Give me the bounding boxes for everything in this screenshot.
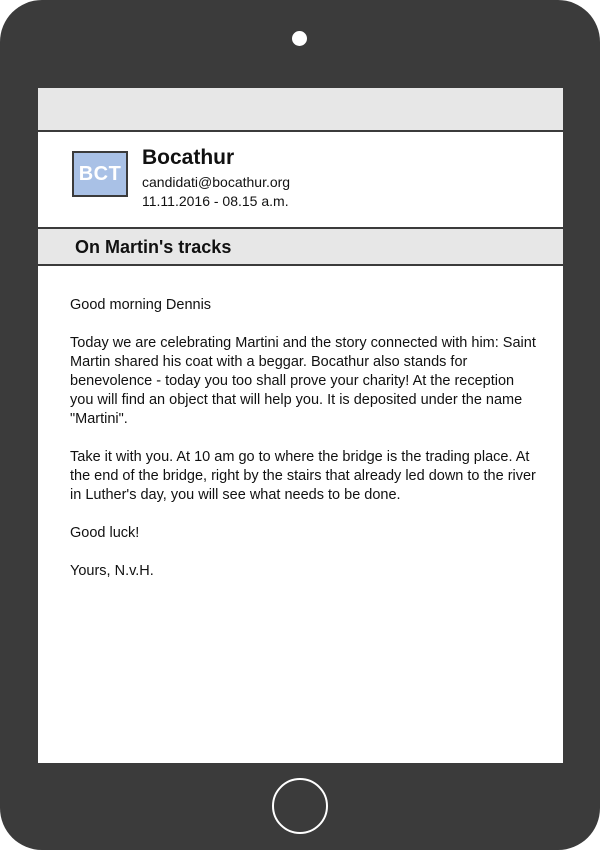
email-paragraph: Take it with you. At 10 am go to where the bridge is the trading place. At the end of the bridge, right by the stairs that already led down to the river in Luther's day, you will see what needs to be done.: [70, 449, 536, 503]
avatar: [72, 151, 128, 197]
subject-bar: [38, 227, 563, 266]
email-body: [70, 296, 540, 600]
sender-header: [38, 132, 563, 228]
home-button[interactable]: [272, 778, 328, 834]
sender-email[interactable]: candidati@bocathur.org: [142, 174, 291, 190]
email-subject: On Martin's tracks: [75, 237, 232, 257]
sender-name: Bocathur: [142, 146, 235, 169]
email-paragraph: Today we are celebrating Martini and the story connected with him: Saint Martin shared his coat with a beggar. Bocathur also stands for benevolence - today you too shall prove your charity! At the reception you will find an object that will help you. It is deposited under the name "Martini".: [70, 335, 536, 427]
email-signature: Yours, N.v.H.: [70, 563, 154, 579]
camera-icon: [292, 31, 307, 46]
email-date: 11.11.2016 - 08.15 a.m.: [142, 193, 289, 209]
email-screen: [38, 88, 563, 763]
avatar-text: BCT: [78, 162, 122, 185]
email-greeting: Good morning Dennis: [70, 297, 212, 313]
app-top-bar: [38, 88, 563, 132]
email-closing: Good luck!: [70, 525, 140, 541]
